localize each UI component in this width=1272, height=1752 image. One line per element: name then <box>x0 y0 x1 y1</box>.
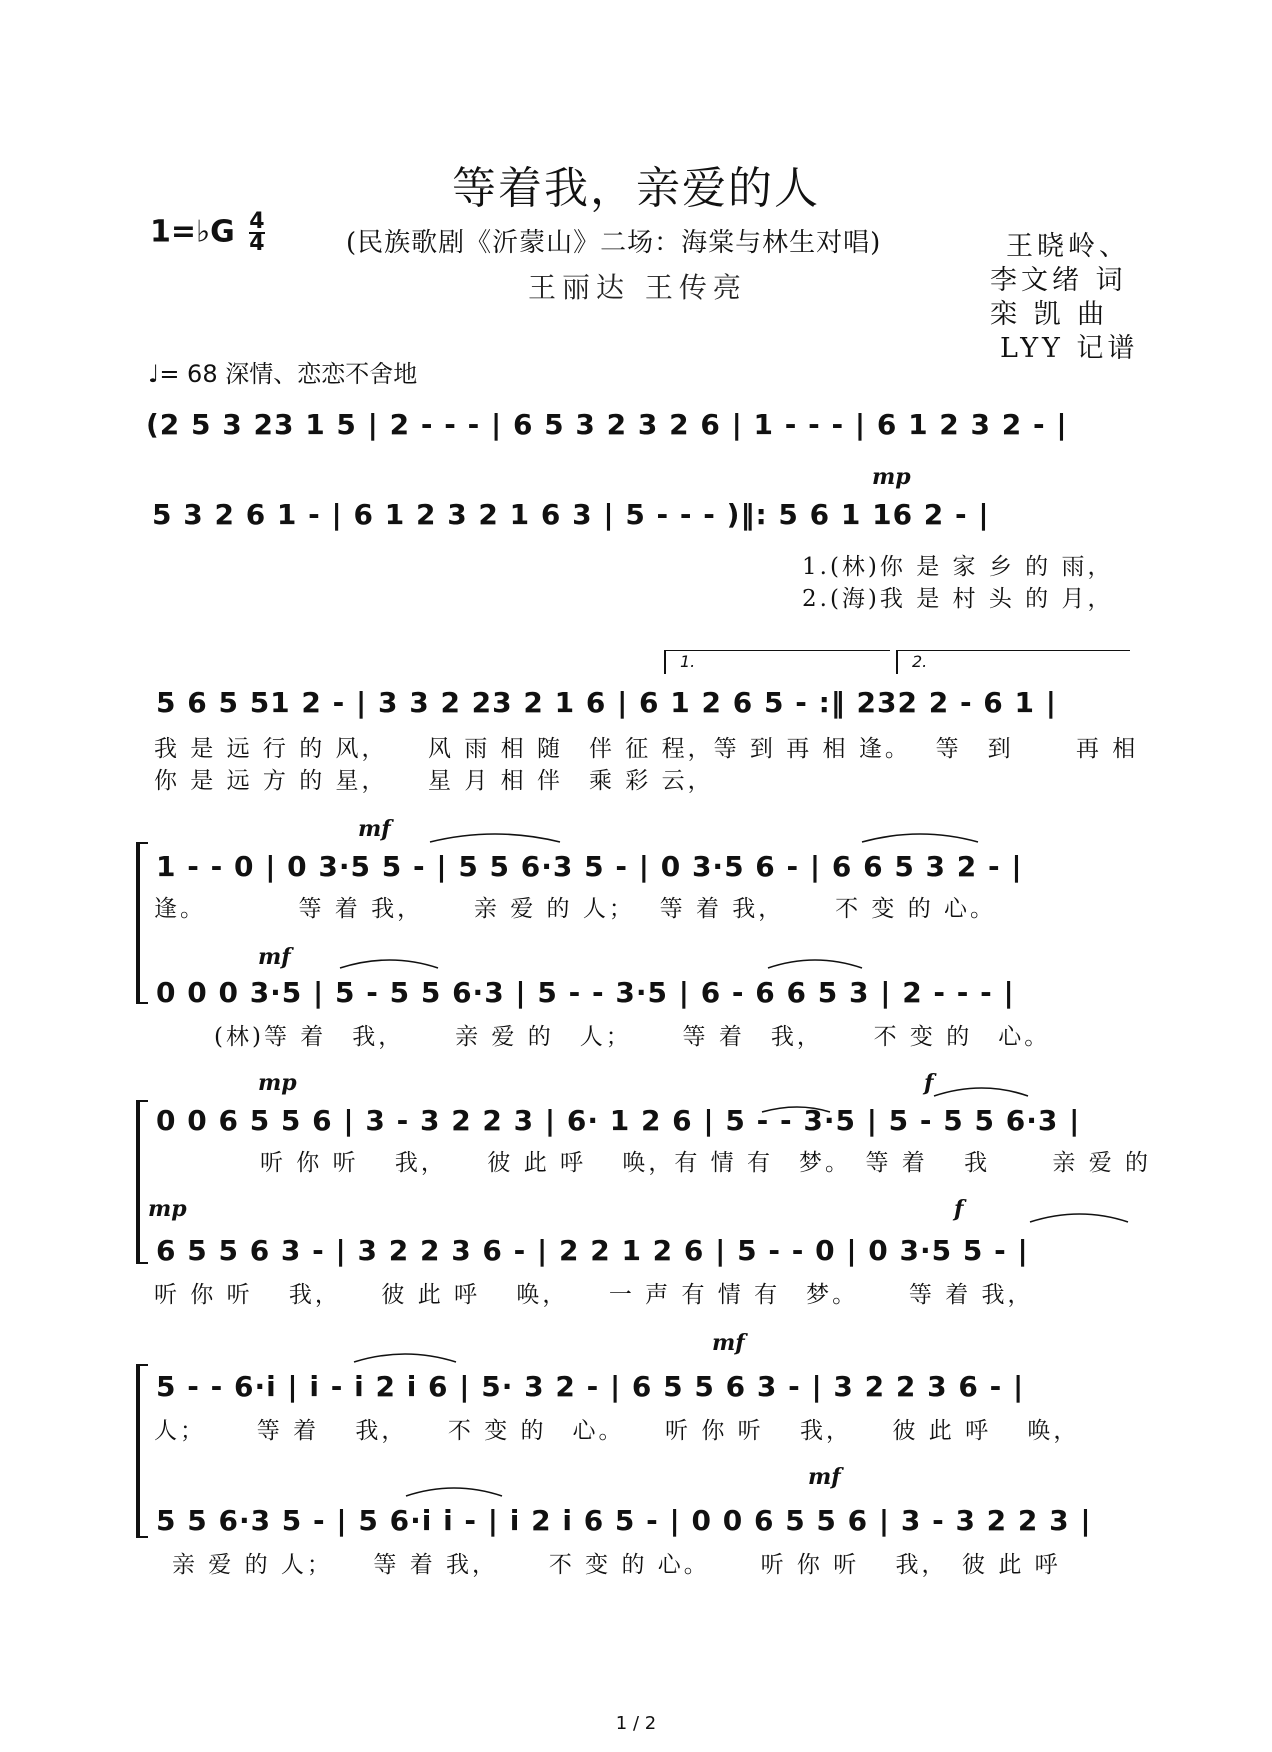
dynamic-mark: mf <box>358 816 391 842</box>
lyric-line: 1.(林)你 是 家 乡 的 雨， <box>802 554 1114 580</box>
time-sig-top: 4 <box>249 209 265 234</box>
dynamic-mark: f <box>954 1196 964 1222</box>
dynamic-mark: f <box>924 1070 934 1096</box>
staff-row-2-notes: 5 3 2 6 1 - | 6 1 2 3 2 1 6 3 | 5 - - - )‖: 5 6 1 16 2 - | <box>152 498 990 531</box>
key-label: 1=♭G <box>150 214 235 250</box>
time-sig-bottom: 4 <box>249 231 265 256</box>
staff-row-1-notes: (2 5 3 23 1 5 | 2 - - - | 6 5 3 2 3 2 6 | 1 - - - | 6 1 2 3 2 - | <box>146 408 1068 441</box>
singers: 王丽达 王传亮 <box>528 271 747 304</box>
credit-composer: 栾 凯 曲 <box>990 299 1109 330</box>
subtitle: (民族歌剧《沂蒙山》二场：海棠与林生对唱) <box>346 228 882 258</box>
lyric-line: 听 你 听 我， 彼 此 呼 唤， 一 声 有 情 有 梦。 等 着 我， <box>154 1282 1034 1308</box>
staff-row-3-notes: 5 6 5 51 2 - | 3 3 2 23 2 1 6 | 6 1 2 6 5 - :‖ 232 2 - 6 1 | <box>156 686 1057 719</box>
lyric-line: (林)等 着 我， 亲 爱 的 人； 等 着 我， 不 变 的 心。 <box>214 1024 1051 1050</box>
staff-row-6-notes: 0 0 6 5 5 6 | 3 - 3 2 2 3 | 6· 1 2 6 | 5 - - 3·5 | 5 - 5 5 6·3 | <box>156 1104 1081 1137</box>
lyric-line: 亲 爱 的 人； 等 着 我， 不 变 的 心。 听 你 听 我， 彼 此 呼 <box>172 1552 1061 1578</box>
lyric-line: 我 是 远 行 的 风， 风 雨 相 随 伴 征 程，等 到 再 相 逢。 等 到 再 相 <box>154 736 1139 762</box>
dynamic-mark: mp <box>148 1196 187 1222</box>
crescendo-line <box>762 1107 830 1112</box>
slur <box>934 1088 1028 1096</box>
lyric-line: 人； 等 着 我， 不 变 的 心。 听 你 听 我， 彼 此 呼 唤， <box>154 1418 1080 1444</box>
slur <box>406 1488 502 1496</box>
tempo-marking: ♩= 68 深情、恋恋不舍地 <box>148 360 418 388</box>
slur <box>340 960 438 968</box>
lyric-line: 逢。 等 着 我， 亲 爱 的 人； 等 着 我， 不 变 的 心。 <box>154 896 997 922</box>
dynamic-mark: mf <box>712 1330 745 1356</box>
slur <box>354 1354 456 1362</box>
lyric-line: 2.(海)我 是 村 头 的 月， <box>802 586 1114 612</box>
credit-lyricist-1: 王晓岭、 <box>1006 231 1130 262</box>
dynamic-mark: mf <box>258 944 291 970</box>
dynamic-mark: mp <box>258 1070 297 1096</box>
staff-row-8-notes: 5 - - 6·i | i - i 2 i 6 | 5· 3 2 - | 6 5 5 6 3 - | 3 2 2 3 6 - | <box>156 1370 1025 1403</box>
dynamic-mark: mp <box>872 464 911 490</box>
slur <box>768 960 862 968</box>
lyric-line: 你 是 远 方 的 星， 星 月 相 伴 乘 彩 云， <box>154 768 714 794</box>
dynamic-mark: mf <box>808 1464 841 1490</box>
staff-row-7-notes: 6 5 5 6 3 - | 3 2 2 3 6 - | 2 2 1 2 6 | 5 - - 0 | 0 3·5 5 - | <box>156 1234 1029 1267</box>
lyric-line: 听 你 听 我， 彼 此 呼 唤，有 情 有 梦。 等 着 我 亲 爱 的 <box>260 1150 1152 1176</box>
credit-lyricist-2: 李文绪 词 <box>990 265 1127 296</box>
volta-label-1: 1. <box>680 652 696 671</box>
volta-label-2: 2. <box>912 652 928 671</box>
staff-row-9-notes: 5 5 6·3 5 - | 5 6·i i - | i 2 i 6 5 - | 0 0 6 5 5 6 | 3 - 3 2 2 3 | <box>156 1504 1092 1537</box>
page-number: 1 / 2 <box>615 1713 657 1734</box>
slur <box>1030 1214 1128 1222</box>
staff-row-4-notes: 1 - - 0 | 0 3·5 5 - | 5 5 6·3 5 - | 0 3·5 6 - | 6 6 5 3 2 - | <box>156 850 1023 883</box>
staff-row-5-notes: 0 0 0 3·5 | 5 - 5 5 6·3 | 5 - - 3·5 | 6 - 6 6 5 3 | 2 - - - | <box>156 976 1015 1009</box>
song-title: 等着我，亲爱的人 <box>452 163 820 214</box>
slur <box>862 834 978 842</box>
credit-transcriber: LYY 记谱 <box>1000 333 1139 364</box>
slur <box>430 834 560 842</box>
